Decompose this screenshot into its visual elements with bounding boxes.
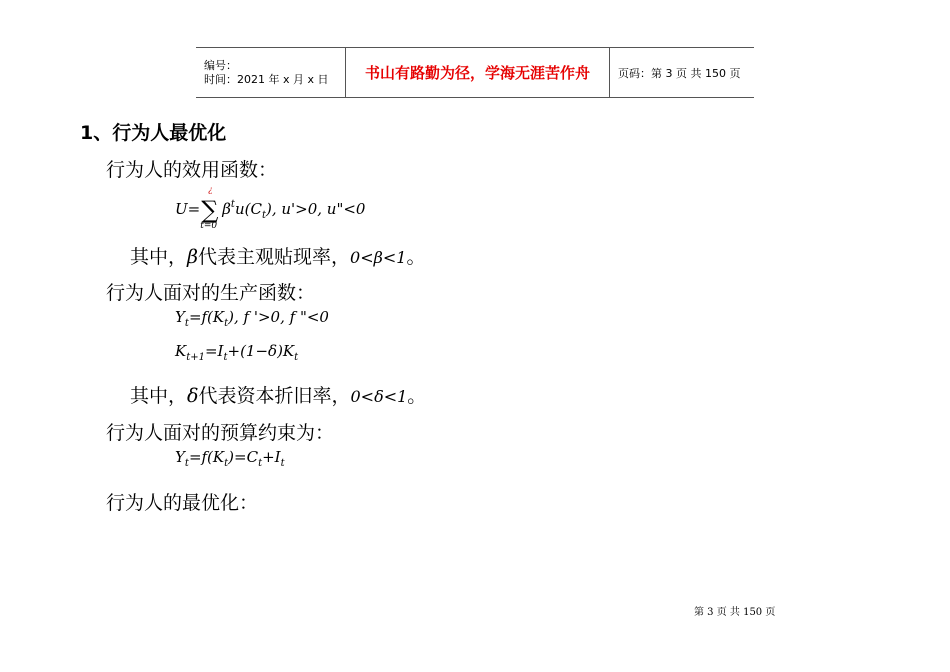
delta-note: 其中，δ代表资本折旧率，0<δ<1。 bbox=[130, 385, 427, 407]
page-footer: 第 3 页 共 150 页 bbox=[694, 607, 776, 618]
production-intro: 行为人面对的生产函数： bbox=[106, 282, 316, 304]
section-title: 1、行为人最优化 bbox=[80, 122, 227, 144]
header-meta bbox=[196, 48, 346, 97]
utility-equation: U= ∑ ¿ t=0 $\beta^tu(C_t)$, u'>0, u"<0 bbox=[175, 185, 366, 231]
production-equation-2: $K_{t+1}=I_t+(1-\delta)K_t$ bbox=[175, 342, 299, 363]
number-label: 编号： bbox=[204, 58, 237, 72]
beta-note: 其中，β代表主观贴现率，0<β<1。 bbox=[130, 246, 426, 268]
production-equation-1: $Y_t=f(K_t)$, f '>0, f "<0 bbox=[175, 308, 329, 329]
time-label: 时间：2021 年 x 月 x 日 bbox=[204, 72, 329, 86]
optimization-intro: 行为人的最优化： bbox=[106, 492, 259, 514]
utility-intro: 行为人的效用函数： bbox=[106, 159, 278, 181]
header-table bbox=[196, 47, 754, 98]
budget-equation: $Y_t=f(K_t)=C_t+I_t$ bbox=[175, 448, 285, 469]
summation-symbol: ∑ ¿ t=0 bbox=[200, 185, 219, 231]
header-motto bbox=[346, 48, 610, 97]
header-page-info bbox=[610, 48, 754, 97]
page-info-text: 页码：第 3 页 共 150 页 bbox=[618, 66, 741, 80]
motto-text: 书山有路勤为径，学海无涯苦作舟 bbox=[364, 64, 590, 82]
budget-intro: 行为人面对的预算约束为： bbox=[106, 422, 335, 444]
